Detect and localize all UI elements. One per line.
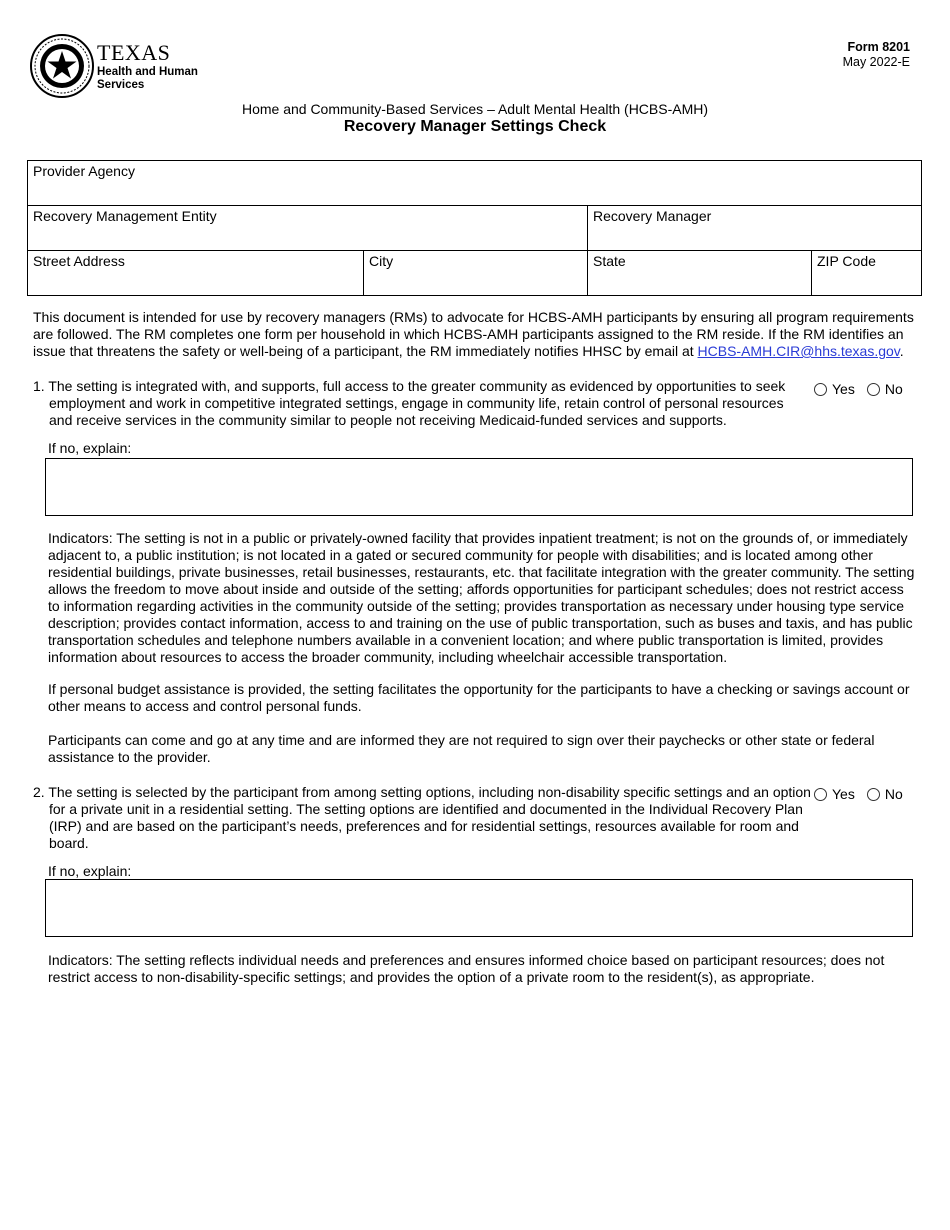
no-label: No bbox=[884, 381, 903, 397]
form-number-block bbox=[843, 40, 910, 70]
budget-paragraph: If personal budget assistance is provided, the setting facilitates the opportunity for the participants to have a checking or savings account or other means to access and control personal funds. bbox=[48, 681, 910, 714]
form-subtitle: Home and Community-Based Services – Adult Mental Health (HCBS-AMH) bbox=[241, 101, 709, 117]
state-label: State bbox=[593, 253, 626, 269]
yes-label: Yes bbox=[832, 786, 855, 802]
intro-end: . bbox=[899, 343, 904, 359]
no-label: No bbox=[884, 786, 903, 802]
radio-circle-icon bbox=[867, 788, 880, 801]
state-field[interactable] bbox=[588, 251, 812, 296]
zip-code-label: ZIP Code bbox=[817, 253, 876, 269]
logo-line2: Services bbox=[97, 79, 145, 91]
question-2-explain-label: If no, explain: bbox=[48, 863, 132, 879]
question-2: 2. The setting is selected by the participant from among setting options, including non-disability specific settings and an option for a private unit in a residential setting. The setting options are identified and documented in the Individual Recovery Plan (IRP) and are based on the participant’s needs, preferences and for residential settings, resources available for room and board. bbox=[33, 784, 811, 851]
logo-line1: Health and Human bbox=[97, 66, 198, 78]
texas-seal-icon bbox=[30, 34, 94, 98]
street-address-label: Street Address bbox=[33, 253, 125, 269]
texas-hhs-logo bbox=[30, 34, 200, 100]
intro-text: This document is intended for use by recovery managers (RMs) to advocate for HCBS-AMH participants by ensuring all program requirements are followed. The RM completes one form per household in which HCBS-AMH participants assigned to the RM reside. If the RM identifies an issue that threatens the safety or well-being of a participant, the RM immediately notifies HHSC by email at bbox=[33, 309, 914, 359]
question-2-radios bbox=[814, 786, 903, 802]
logo-name: TEXAS bbox=[97, 40, 171, 65]
provider-agency-label: Provider Agency bbox=[33, 163, 135, 179]
question-2-explain-input[interactable] bbox=[45, 879, 913, 937]
question-2-no-radio[interactable] bbox=[867, 786, 903, 802]
question-2-indicators: Indicators: The setting reflects individual needs and preferences and ensures informed choice based on participant resources; does not restrict access to non-disability-specific settings; and provides the option of a private room to the resident(s), as appropriate. bbox=[48, 952, 885, 985]
recovery-management-entity-field[interactable] bbox=[28, 206, 588, 251]
question-1-explain-input[interactable] bbox=[45, 458, 913, 516]
street-address-field[interactable] bbox=[28, 251, 364, 296]
zip-code-field[interactable] bbox=[812, 251, 922, 296]
radio-circle-icon bbox=[814, 788, 827, 801]
form-date: May 2022-E bbox=[842, 55, 910, 69]
provider-agency-field[interactable] bbox=[28, 161, 922, 206]
email-link[interactable]: HCBS-AMH.CIR@hhs.texas.gov bbox=[697, 343, 900, 359]
form-number: Form 8201 bbox=[847, 40, 910, 54]
question-1: 1. The setting is integrated with, and supports, full access to the greater community as evidenced by opportunities to seek employment and work in competitive integrated settings, engage in community life, retain control of personal resources and receive services in the community similar to people not receiving Medicaid-funded services and supports. bbox=[33, 378, 786, 428]
question-1-radios bbox=[814, 381, 903, 397]
info-table bbox=[27, 160, 922, 296]
recovery-manager-field[interactable] bbox=[588, 206, 922, 251]
form-title: Recovery Manager Settings Check bbox=[343, 118, 607, 135]
question-1-yes-radio[interactable] bbox=[814, 381, 855, 397]
intro-paragraph bbox=[33, 309, 918, 360]
yes-label: Yes bbox=[832, 381, 855, 397]
recovery-manager-label: Recovery Manager bbox=[593, 208, 712, 224]
question-2-yes-radio[interactable] bbox=[814, 786, 855, 802]
come-and-go-paragraph: Participants can come and go at any time and are informed they are not required to sign over their paychecks or other state or federal assistance to the provider. bbox=[48, 732, 875, 765]
recovery-management-entity-label: Recovery Management Entity bbox=[33, 208, 217, 224]
radio-circle-icon bbox=[814, 383, 827, 396]
question-1-indicators: Indicators: The setting is not in a public or privately-owned facility that provides inpatient treatment; is not on the grounds of, or immediately adjacent to, a public institution; is not located in a gated or secured community for people with disabilities; and is located among other residential buildings, private businesses, retail businesses, restaurants, etc. that facilitate integration with the greater community. The setting allows the freedom to move about inside and outside of the setting; affords opportunities for participant schedules; does not restrict access to information regarding activities in the community outside of the setting; provides transportation as necessary under housing type service description; provides contact information, access to and training on the use of public transportation, such as buses and taxis, and has public transportation schedules and telephone numbers available in a convenient location; and where public transportation is limited, provides information about resources to access the broader community, including wheelchair accessible transportation. bbox=[48, 530, 915, 665]
city-field[interactable] bbox=[364, 251, 588, 296]
question-1-no-radio[interactable] bbox=[867, 381, 903, 397]
radio-circle-icon bbox=[867, 383, 880, 396]
city-label: City bbox=[369, 253, 394, 269]
question-1-explain-label: If no, explain: bbox=[48, 440, 132, 456]
